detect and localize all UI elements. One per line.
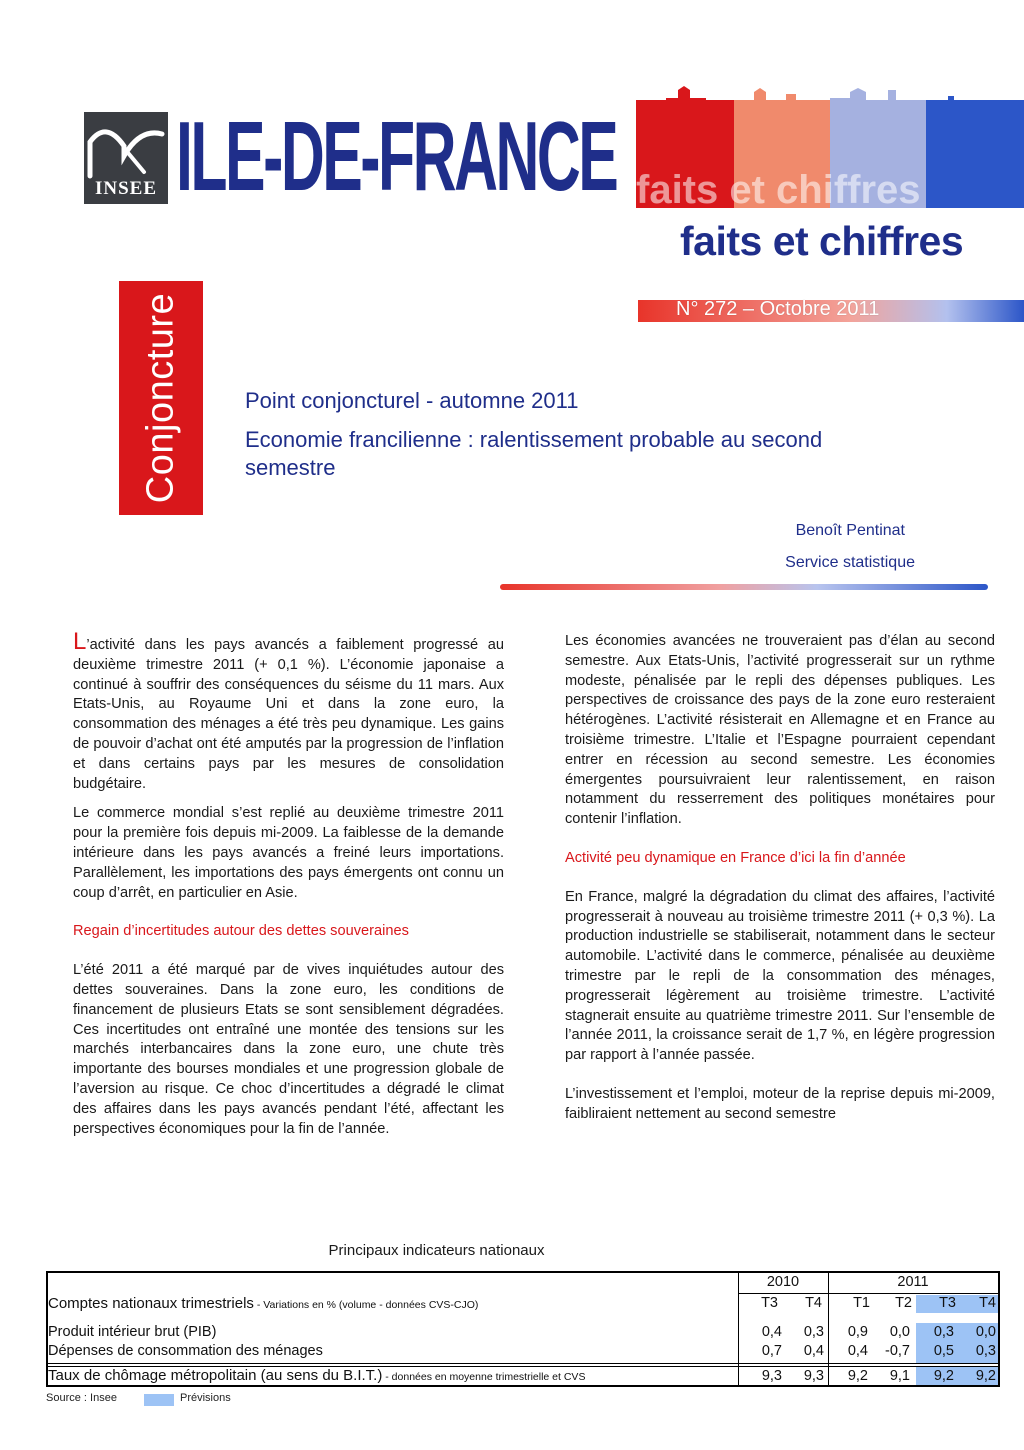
table-section-label — [48, 1295, 478, 1312]
table-cell: 0,9 — [847, 1324, 868, 1340]
quarter-header: T3 — [939, 1295, 956, 1311]
paragraph-sovereign-debt: L’été 2011 a été marqué par de vives inquiétudes autour des dettes souveraines. Dans la zone euro, les conditions de financement de plusieurs Etats se sont sensiblement dégradées. Ces incertitudes ont entraîné une montée des tensions sur les marchés interbancaires dans la zone euro, une chute très importante des bourses mondiales et une progression globale de l’aversion au risque. Ce choc d’incertitudes a dégradé le climat des affaires dans les pays avancés pendant l’été, affectant les perspectives économiques pour la fin de l’année. — [73, 962, 504, 1137]
table-cell-forecast: 0,5 — [933, 1343, 954, 1359]
section-heading-france: Activité peu dynamique en France d’ici la fin d’année — [565, 849, 906, 866]
table-cell: 0,0 — [889, 1324, 910, 1340]
year-header: 2011 — [897, 1274, 929, 1290]
color-band-blue — [926, 100, 1024, 208]
table-cell: 9,3 — [803, 1368, 824, 1384]
table-cell-forecast: 0,3 — [975, 1343, 996, 1359]
paragraph-intro-text: ’activité dans les pays avancés a faiblement progressé au deuxième trimestre 2011 (+ 0,1 %). L’économie japonaise a continué à souffrir des conséquences du séisme du 11 mars. Aux Etats-Unis, au Royaume Uni et dans la zone euro, la consommation des ménages a été très peu dynamique. Les gains de pouvoir d’achat ont été amputés par la progression de l’inflation et dans certains pays par les mesures de consolidation budgétaire. — [73, 637, 504, 792]
quarter-header: T4 — [979, 1295, 996, 1311]
table-cell: 9,3 — [761, 1368, 782, 1384]
paragraph-world-trade: Le commerce mondial s’est replié au deuxième trimestre 2011 pour la première fois depuis mi-2009. La faiblesse de la demande intérieure dans les pays avancés a freiné leurs importations. Parallèlement, les importations des pays émergents ont connu un coup d’arrêt, en particulier en Asie. — [73, 805, 504, 901]
section-heading-sovereign-debt: Regain d’incertitudes autour des dettes souveraines — [73, 923, 409, 940]
row-label-consumption: Dépenses de consommation des ménages — [48, 1343, 323, 1359]
table-cell-forecast: 9,2 — [933, 1368, 954, 1384]
row-label-unemployment — [48, 1367, 585, 1384]
table-cell: 0,3 — [803, 1324, 824, 1340]
table-source: Source : Insee — [46, 1392, 117, 1404]
row-label-pib: Produit intérieur brut (PIB) — [48, 1324, 217, 1340]
category-tab — [119, 281, 203, 515]
table-cell: 0,7 — [761, 1343, 782, 1359]
forecast-legend-swatch — [144, 1394, 174, 1406]
publication-tagline: faits et chiffres — [680, 218, 964, 264]
table-cell-forecast: 0,3 — [933, 1324, 954, 1340]
body-column-left — [73, 628, 504, 1139]
table-caption: Principaux indicateurs nationaux — [328, 1242, 545, 1259]
skyline-icon — [636, 82, 1024, 112]
article-title: Economie francilienne : ralentissement probable au second semestre — [245, 427, 823, 480]
article-kicker: Point conjoncturel - automne 2011 — [245, 388, 579, 413]
author-service: Service statistique — [785, 554, 915, 571]
table-cell: -0,7 — [885, 1343, 910, 1359]
tagline-watermark: faits et chiffres — [636, 168, 921, 212]
table-cell: 9,1 — [889, 1368, 910, 1384]
unemployment-label: Taux de chômage métropolitain (au sens du B.I.T.) — [48, 1367, 383, 1384]
quarter-header: T2 — [895, 1295, 912, 1311]
paragraph-france: En France, malgré la dégradation du climat des affaires, l’activité progresserait à nouveau au troisième trimestre 2011 (+ 0,3 %). La production industrielle se stabiliserait, notamment dans le secteur automobile. L’activité dans le commerce, pénalisée au deuxième trimestre par le repli de la consommation des ménages, progresserait légèrement au troisième trimestre. L’activité stagnerait ensuite au quatrième trimestre 2011. Sur l’ensemble de l’année 2011, la croissance serait de 1,7 %, en légère progression par rapport à l’année passée. — [565, 888, 995, 1064]
paragraph-investment: L’investissement et l’emploi, moteur de la reprise depuis mi-2009, faibliraient nettement au second semestre — [565, 1085, 995, 1122]
table-cell: 0,4 — [847, 1343, 868, 1359]
quarter-header: T3 — [761, 1295, 778, 1311]
publication-title: ILE-DE-FRANCE — [176, 101, 617, 211]
insee-emblem-icon — [84, 112, 168, 182]
drop-cap: L — [73, 628, 87, 655]
paragraph-advanced-economies: Les économies avancées ne trouveraient pas d’élan au second semestre. Aux Etats-Unis, l’activité progresserait sur un rythme modeste, pénalisée par le repli des dépenses publiques. Les perspectives de croissance des pays de la zone euro resteraient hétérogènes. L’activité résisterait en Allemagne et en France au troisième trimestre. L’Italie et l’Espagne pourraient cependant entrer en récession au second semestre. Les économies émergentes poursuivraient leur ralentissement, en raison notamment du resserrement des politiques monétaires pour contenir l’inflation. — [565, 633, 995, 828]
indicators-table — [46, 1271, 1000, 1387]
section-title: Comptes nationaux trimestriels — [48, 1295, 254, 1312]
article-author: Benoît Pentinat — [795, 522, 905, 539]
quarter-header: T1 — [853, 1295, 870, 1311]
insee-logo — [84, 112, 168, 204]
gradient-divider — [500, 584, 988, 590]
section-note: - Variations en % (volume - données CVS-CJO) — [253, 1299, 479, 1311]
body-column-right — [565, 632, 995, 1125]
table-cell: 9,2 — [847, 1368, 868, 1384]
table-cell: 0,4 — [803, 1343, 824, 1359]
year-header: 2010 — [766, 1274, 800, 1290]
issue-number: N° 272 – Octobre 2011 — [676, 298, 880, 320]
forecast-legend-label: Prévisions — [180, 1392, 231, 1404]
table-cell: 0,4 — [761, 1324, 782, 1340]
unemployment-note: - données en moyenne trimestrielle et CVS — [382, 1371, 586, 1383]
table-cell-forecast: 0,0 — [975, 1324, 996, 1340]
insee-logo-text: INSEE — [94, 178, 158, 199]
table-cell-forecast: 9,2 — [975, 1368, 996, 1384]
paragraph-intro — [73, 628, 504, 794]
category-label: Conjoncture — [139, 292, 182, 504]
quarter-header: T4 — [805, 1295, 822, 1311]
